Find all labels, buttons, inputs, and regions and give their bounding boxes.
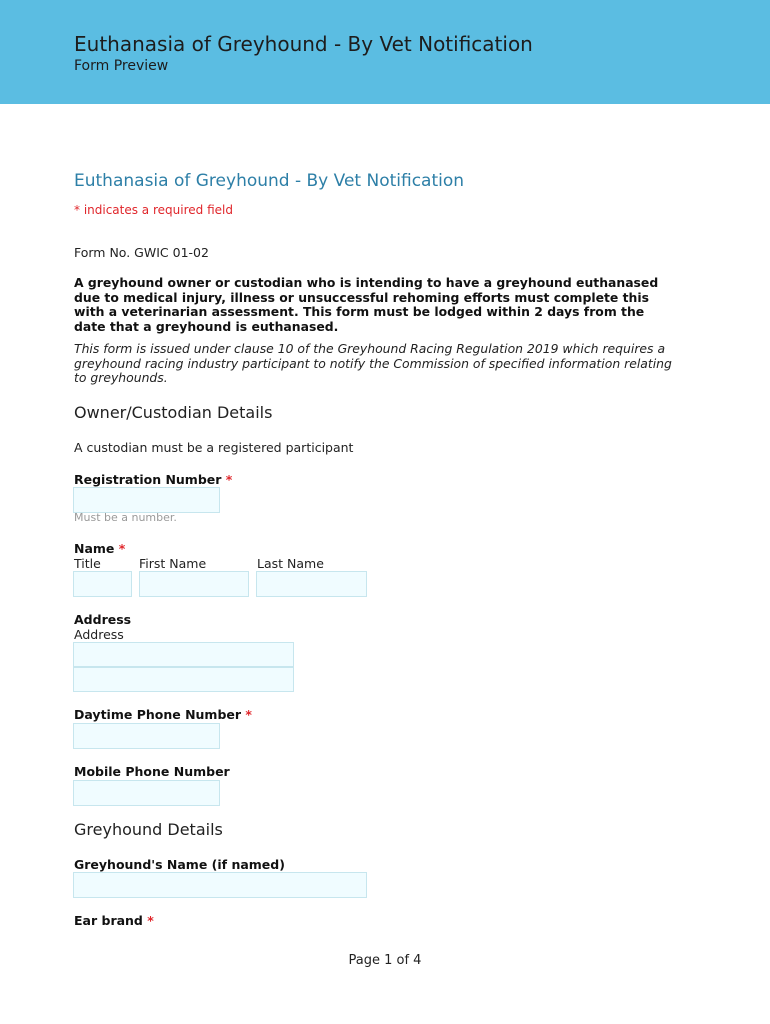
header-subtitle: Form Preview — [74, 58, 169, 74]
form-number: Form No. GWIC 01-02 — [74, 245, 209, 260]
title-label: Title — [74, 556, 101, 571]
address-line-1-input[interactable] — [73, 642, 294, 667]
owner-section-heading: Owner/Custodian Details — [74, 403, 273, 422]
name-label — [74, 541, 125, 556]
custodian-note: A custodian must be a registered participant — [74, 440, 354, 455]
address-sub-label: Address — [74, 627, 124, 642]
daytime-phone-label — [74, 707, 252, 722]
first-name-label: First Name — [139, 556, 207, 571]
ear-brand-label — [74, 913, 154, 928]
page-indicator: Page 1 of 4 — [348, 953, 422, 968]
title-input[interactable] — [73, 571, 132, 597]
address-line-2-input[interactable] — [73, 667, 294, 692]
mobile-phone-input[interactable] — [73, 780, 220, 806]
first-name-input[interactable] — [139, 571, 249, 597]
daytime-phone-input[interactable] — [73, 723, 220, 749]
greyhound-section-heading: Greyhound Details — [74, 820, 223, 839]
form-title: Euthanasia of Greyhound - By Vet Notification — [74, 171, 465, 191]
regulation-note: This form is issued under clause 10 of the Greyhound Racing Regulation 2019 which requires a greyhound racing industry participant to notify the Commission of specified information relating to greyhounds. — [74, 341, 672, 386]
mobile-phone-label: Mobile Phone Number — [74, 764, 230, 779]
name-label-text: Name — [74, 541, 115, 556]
required-star: * — [118, 541, 126, 556]
required-star: * — [225, 472, 233, 487]
last-name-input[interactable] — [256, 571, 367, 597]
required-field-note: * indicates a required field — [74, 203, 233, 217]
intro-paragraph: A greyhound owner or custodian who is intending to have a greyhound euthanased due to medical injury, illness or unsuccessful rehoming efforts must complete this with a veterinarian assessment. This form must be lodged within 2 days from the date that a greyhound is euthanased. — [74, 275, 659, 334]
registration-number-input[interactable] — [73, 487, 220, 513]
registration-number-label-text: Registration Number — [74, 472, 222, 487]
greyhound-name-label: Greyhound's Name (if named) — [74, 857, 285, 872]
ear-brand-label-text: Ear brand — [74, 913, 143, 928]
registration-number-hint: Must be a number. — [74, 511, 177, 524]
last-name-label: Last Name — [257, 556, 324, 571]
header-banner — [0, 0, 770, 104]
registration-number-label — [74, 472, 232, 487]
greyhound-name-input[interactable] — [73, 872, 367, 898]
header-title: Euthanasia of Greyhound - By Vet Notification — [74, 32, 533, 56]
address-label: Address — [74, 612, 132, 627]
required-star: * — [245, 707, 252, 722]
daytime-phone-label-text: Daytime Phone Number — [74, 707, 242, 722]
required-star: * — [147, 913, 154, 928]
